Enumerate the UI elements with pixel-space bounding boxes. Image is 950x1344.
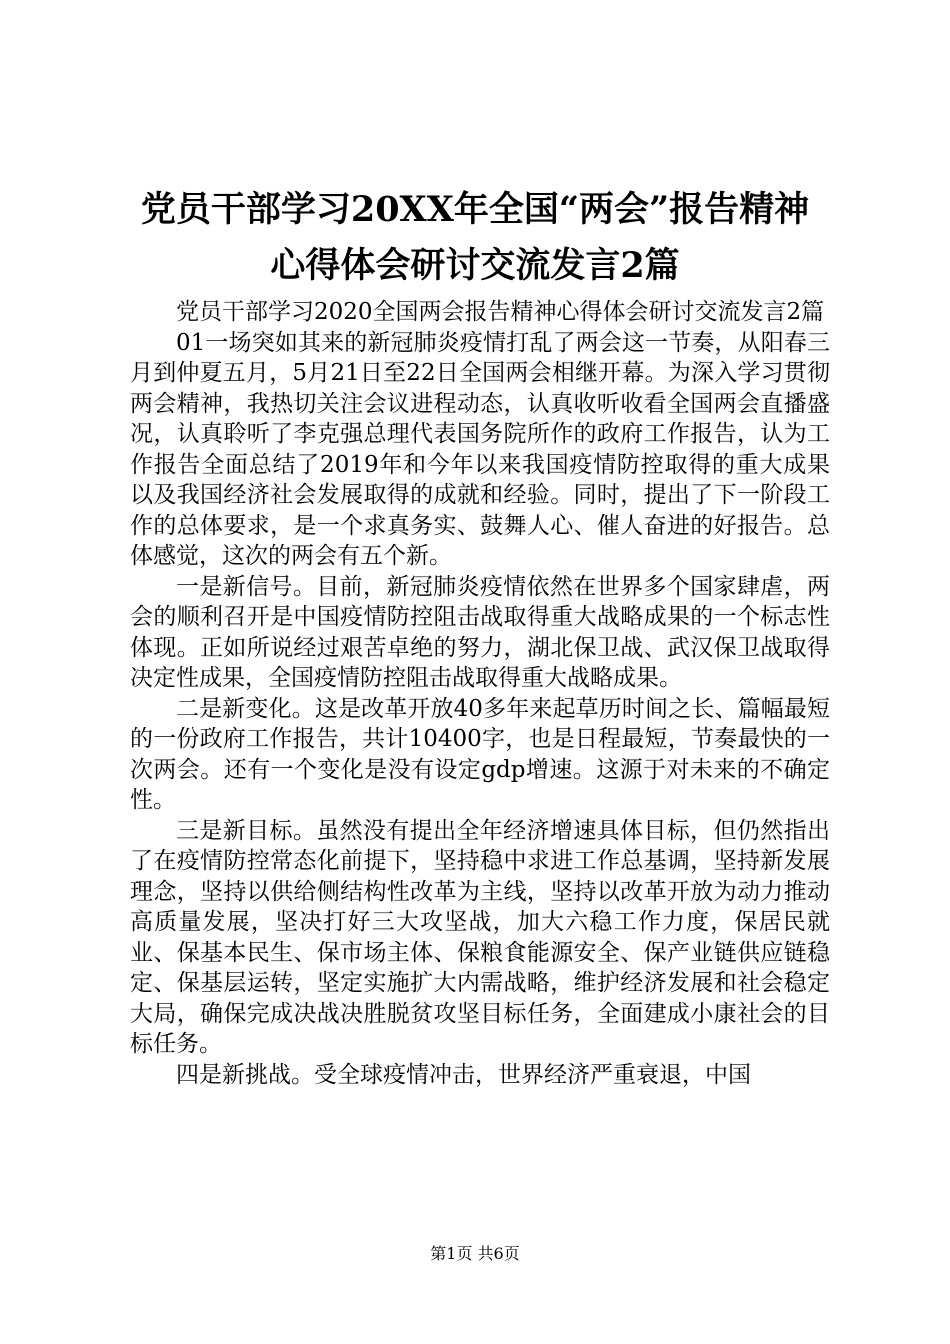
paragraph-new-goal: 三是新目标。虽然没有提出全年经济增速具体目标，但仍然指出了在疫情防控常态化前提下，坚持稳中求进工作总基调，坚持新发展理念，坚持以供给侧结构性改革为主线，坚持以改革开放为动力推动高质量发展，坚决打好三大攻坚战，加大六稳工作力度，保居民就业、保基本民生、保市场主体、保粮食能源安全、保产业链供应链稳定、保基层运转，坚定实施扩大内需战略，维护经济发展和社会稳定大局，确保完成决战决胜脱贫攻坚目标任务，全面建成小康社会的目标任务。 [130,817,830,1057]
paragraph-intro: 党员干部学习2020全国两会报告精神心得体会研讨交流发言2篇 [176,299,825,325]
paragraph-overview: 01一场突如其来的新冠肺炎疫情打乱了两会这一节奏，从阳春三月到仲夏五月，5月21日至22日全国两会相继开幕。为深入学习贯彻两会精神，我热切关注会议进程动态，认真收听收看全国两会直播盛况，认真聆听了李克强总理代表国务院所作的政府工作报告，认为工作报告全面总结了2019年和今年以来我国疫情防控取得的重大成果以及我国经济社会发展取得的成就和经验。同时，提出了下一阶段工作的总体要求，是一个求真务实、鼓舞人心、催人奋进的好报告。总体感觉，这次的两会有五个新。 [130,329,830,569]
paragraph-new-change: 二是新变化。这是改革开放40多年来起草历时间之长、篇幅最短的一份政府工作报告，共计10400字，也是日程最短，节奏最快的一次两会。还有一个变化是没有设定gdp增速。这源于对未来的不确定性。 [130,695,830,813]
page-number-footer: 第1页 共6页 [430,1244,520,1263]
document-body [130,297,830,1090]
paragraph-new-challenge: 四是新挑战。受全球疫情冲击，世界经济严重衰退，中国 [176,1061,751,1088]
document-title-line1: 党员干部学习20XX年全国“两会”报告精神 [140,189,810,230]
document-title-line2: 心得体会研讨交流发言2篇 [270,245,680,286]
paragraph-new-signal: 一是新信号。目前，新冠肺炎疫情依然在世界多个国家肆虐，两会的顺利召开是中国疫情防控阻击战取得重大战略成果的一个标志性体现。正如所说经过艰苦卓绝的努力，湖北保卫战、武汉保卫战取得决定性成果，全国疫情防控阻击战取得重大战略成果。 [130,573,830,691]
